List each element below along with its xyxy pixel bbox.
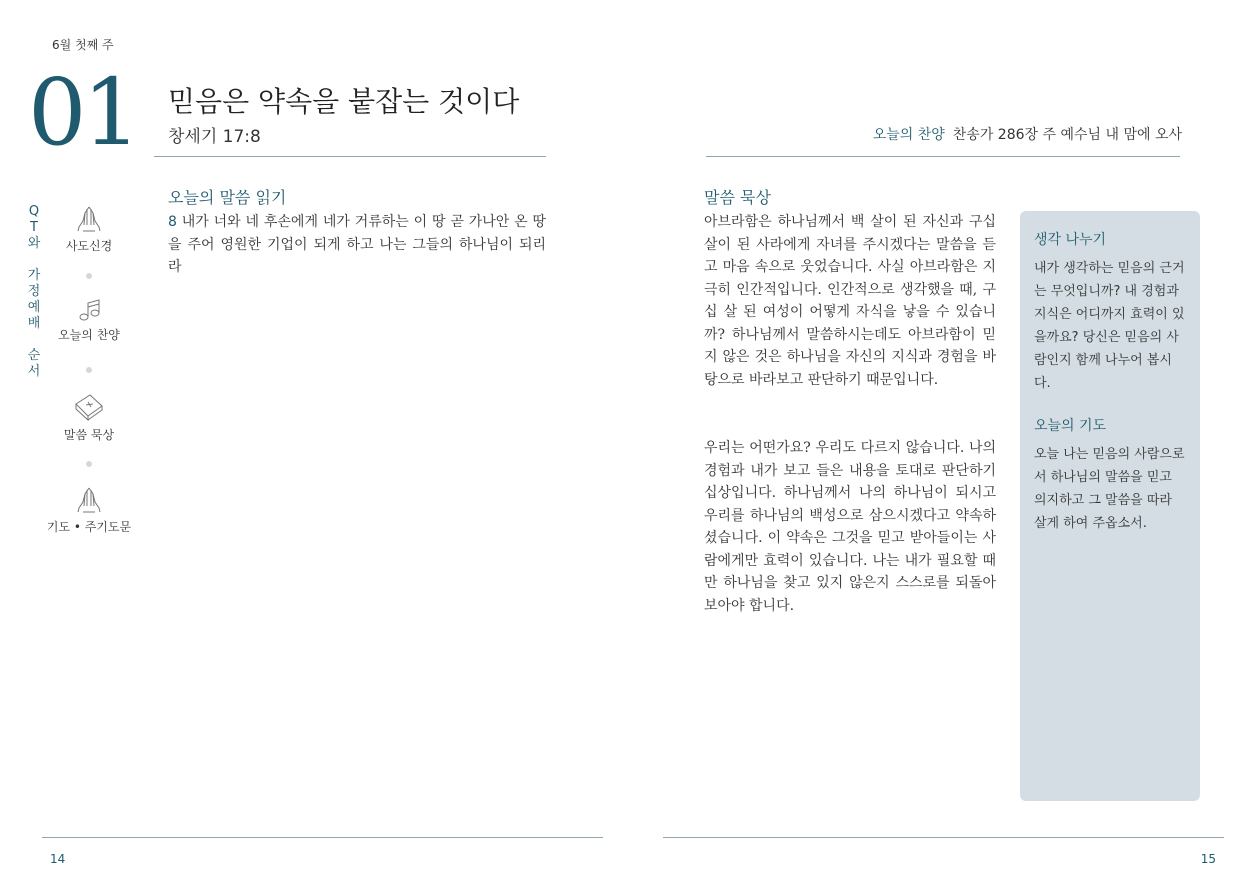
meditation-paragraph-1: 아브라함은 하나님께서 백 살이 된 자신과 구십 살이 된 사라에게 자녀를 주시겠다는 말씀을 듣고 마음 속으로 웃었습니다. 사실 아브라함은 지극히 인간적입니다. 인간적으로 생각했을 때, 구십 살 된 여성이 어떻게 자식을 낳을 수 있습니까? 하나님께서 말씀하시는데도 아브라함이 믿지 않은 것은 하나님을 자신의 지식과 경험을 바탕으로 바라보고 판단하기 때문입니다. [704, 214, 996, 388]
header-rule-left [154, 156, 546, 157]
hymn-label: 오늘의 찬양 [872, 127, 945, 143]
praying-hands-icon [74, 205, 104, 233]
vertical-title-part-2: 가정예배 [27, 268, 41, 331]
meditation-paragraph-2: 우리는 어떤가요? 우리도 다르지 않습니다. 나의 경험과 내가 보고 들은 내용을 토대로 판단하기 십상입니다. 하나님께서 나의 하나님이 되시고 우리를 하나님의 백성으로 삼으시겠다고 약속하셨습니다. 이 약속은 그것을 믿고 받아들이는 사람에게만 효력이 있습니다. 나는 내가 필요할 때만 하나님을 찾고 있지 않은지 스스로를 되돌아 보아야 합니다. [704, 440, 996, 614]
hymn-value: 찬송가 286장 주 예수님 내 맘에 오사 [952, 127, 1182, 143]
verse-number: 8 [168, 214, 177, 230]
meditation-heading: 말씀 묵상 [704, 188, 771, 207]
order-item-hymn [44, 298, 134, 343]
order-separator-dot [86, 273, 92, 279]
order-separator-dot [86, 461, 92, 467]
order-item-label: 말씀 묵상 [63, 428, 115, 442]
share-text: 내가 생각하는 믿음의 근거는 무엇입니까? 내 경험과 지식은 어디까지 효력이 있을까요? 당신은 믿음의 사람인지 함께 나누어 봅시다. [1034, 261, 1185, 391]
reading-verse [168, 211, 546, 279]
order-separator-dot [86, 367, 92, 373]
vertical-title-part-3: 순서 [27, 348, 41, 379]
prayer-text: 오늘 나는 믿음의 사람으로서 하나님의 말씀을 믿고 의지하고 그 말씀을 따라 살게 하여 주옵소서. [1034, 447, 1185, 531]
prayer-heading: 오늘의 기도 [1034, 418, 1107, 434]
bible-icon [73, 392, 105, 422]
hymn-info [873, 124, 1182, 144]
order-item-creed [44, 205, 134, 254]
vertical-title-part-1: QT와 [27, 204, 41, 251]
music-note-icon [76, 298, 102, 322]
verse-text: 내가 너와 네 후손에게 네가 거류하는 이 땅 곧 가나안 온 땅을 주어 영원한 기업이 되게 하고 나는 그들의 하나님이 되리라 [168, 214, 546, 275]
page-number-left: 14 [50, 852, 66, 866]
order-item-label: 오늘의 찬양 [58, 328, 120, 342]
page-number-right: 15 [1200, 852, 1216, 866]
order-vertical-title [26, 204, 42, 380]
week-label: 6월 첫째 주 [52, 38, 114, 52]
footer-rule-right [663, 837, 1224, 838]
praying-hands-icon [74, 486, 104, 514]
page-title: 믿음은 약속을 붙잡는 것이다 [168, 85, 520, 118]
order-item-label: 사도신경 [65, 239, 113, 253]
discussion-sidebar [1020, 211, 1200, 801]
reading-heading: 오늘의 말씀 읽기 [168, 188, 287, 207]
share-heading: 생각 나누기 [1034, 232, 1107, 248]
order-item-meditation [44, 392, 134, 443]
scripture-reference: 창세기 17:8 [168, 127, 261, 147]
footer-rule-left [42, 837, 603, 838]
order-item-label: 기도 • 주기도문 [46, 520, 132, 534]
lesson-number: 01 [28, 59, 138, 166]
order-item-prayer [44, 486, 134, 535]
header-rule-right [706, 156, 1180, 157]
